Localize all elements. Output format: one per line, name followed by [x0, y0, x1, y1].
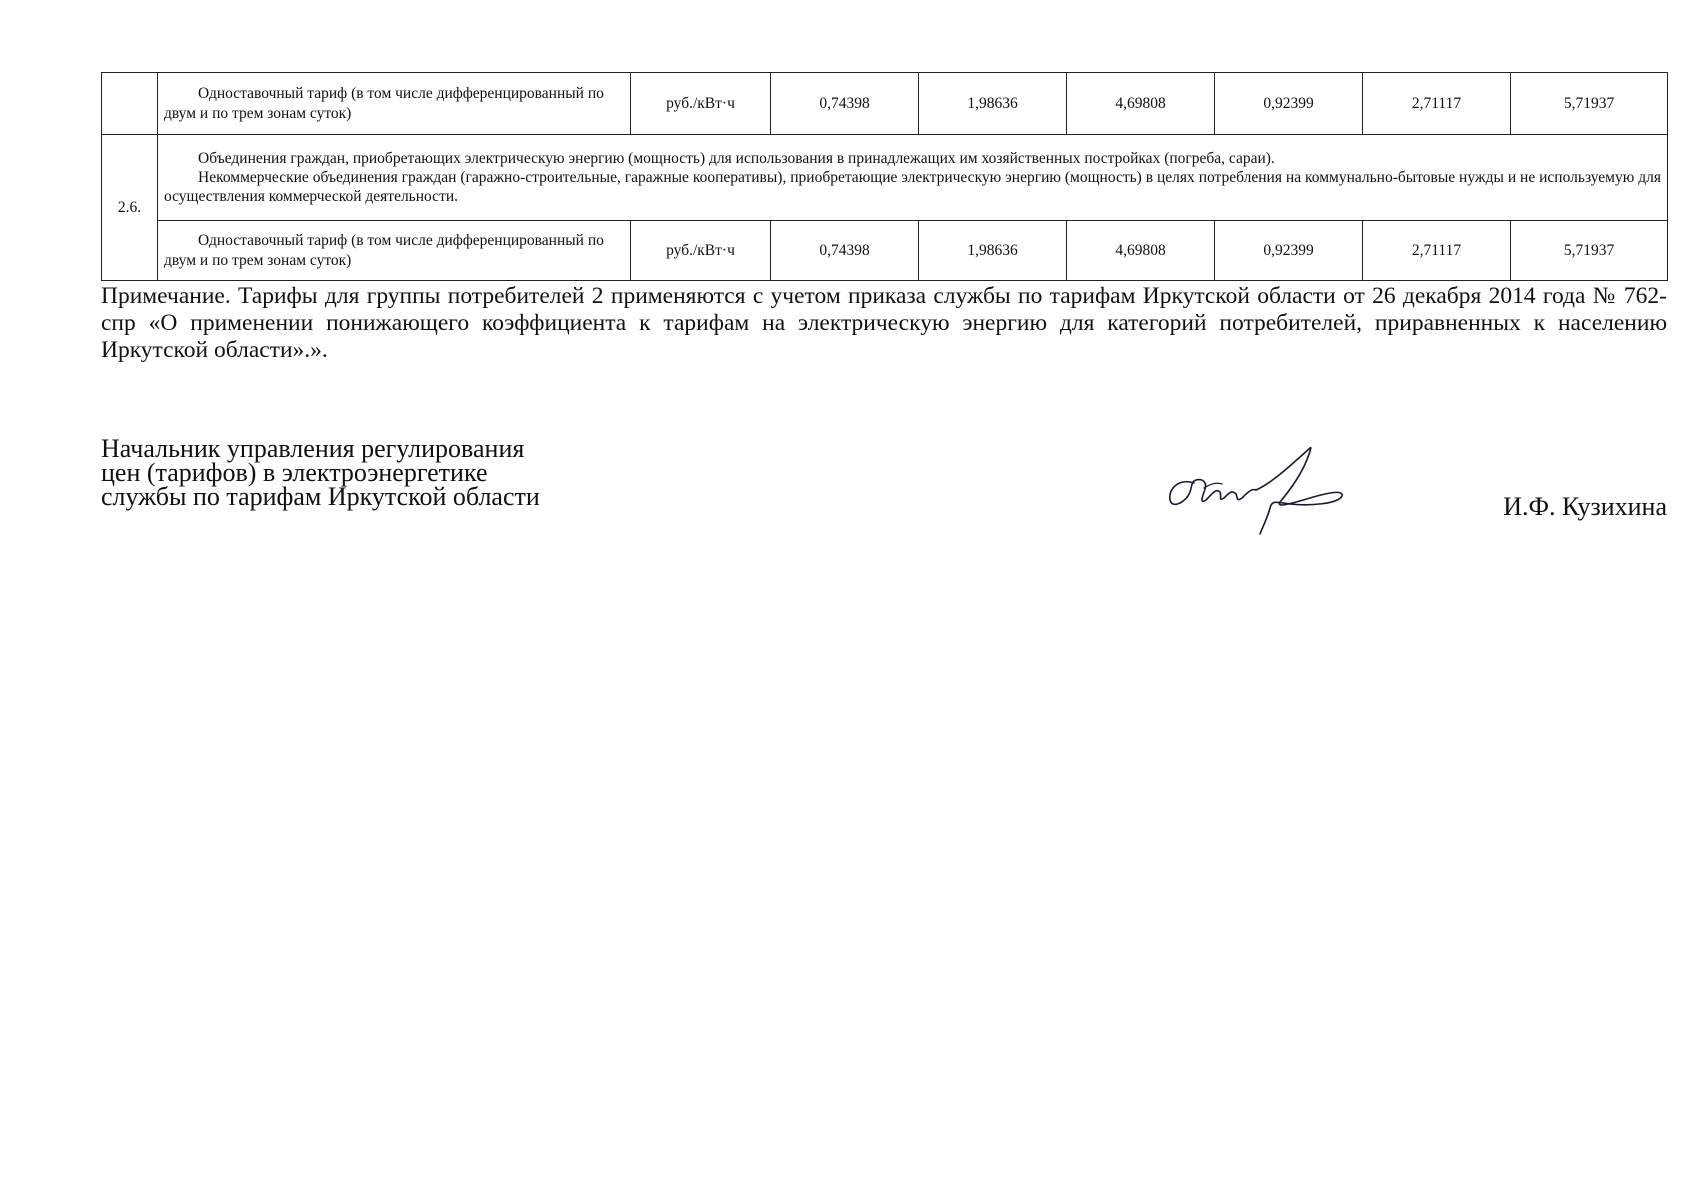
value-cell: 5,71937	[1511, 221, 1668, 281]
note-paragraph: Примечание. Тарифы для группы потребителей 2 применяются с учетом приказа службы по тарифам Иркутской области от 26 декабря 2014 года № 762-спр «О применении понижающего коэффициента к тарифам на электрическую энергию для категорий потребителей, приравненных к населению Иркутской области».».	[101, 283, 1667, 363]
value-cell: 1,98636	[919, 73, 1067, 135]
table-row	[102, 221, 1668, 281]
group-description-cell	[158, 135, 1668, 221]
signatory-title-line: Начальник управления регулирования	[101, 434, 525, 463]
group-paragraph: Объединения граждан, приобретающих электрическую энергию (мощность) для использования в принадлежащих им хозяйственных постройках (погреба, сараи).	[198, 150, 1275, 167]
group-paragraph: Некоммерческие объединения граждан (гаражно-строительные, гаражные кооперативы), приобретающие электрическую энергию (мощность) в целях потребления на коммунально-бытовые нужды и не используемую для осуществления коммерческой деятельности.	[164, 169, 1661, 205]
signatory-title-line: службы по тарифам Иркутской области	[101, 482, 540, 511]
unit-cell: руб./кВт·ч	[631, 221, 771, 281]
value-cell: 1,98636	[919, 221, 1067, 281]
signatory-title	[101, 434, 540, 511]
tariff-table	[101, 72, 1668, 281]
row-number-cell	[102, 73, 158, 135]
value-cell: 0,92399	[1215, 73, 1363, 135]
tariff-description: Одноставочный тариф (в том числе дифференцированный по двум и по трем зонам суток)	[164, 84, 604, 122]
handwritten-signature	[1160, 438, 1360, 538]
value-cell: 2,71117	[1363, 221, 1511, 281]
tariff-description-cell	[158, 73, 631, 135]
value-cell: 4,69808	[1067, 221, 1215, 281]
value-cell: 4,69808	[1067, 73, 1215, 135]
unit-cell: руб./кВт·ч	[631, 73, 771, 135]
value-cell: 2,71117	[1363, 73, 1511, 135]
table-row	[102, 73, 1668, 135]
tariff-description: Одноставочный тариф (в том числе дифференцированный по двум и по трем зонам суток)	[164, 231, 604, 269]
signatory-title-line: цен (тарифов) в электроэнергетике	[101, 458, 488, 487]
value-cell: 0,92399	[1215, 221, 1363, 281]
value-cell: 0,74398	[771, 221, 919, 281]
tariff-description-cell	[158, 221, 631, 281]
signer-name: И.Ф. Кузихина	[1503, 492, 1667, 521]
value-cell: 0,74398	[771, 73, 919, 135]
row-number-cell: 2.6.	[102, 135, 158, 281]
value-cell: 5,71937	[1511, 73, 1668, 135]
table-row	[102, 135, 1668, 221]
